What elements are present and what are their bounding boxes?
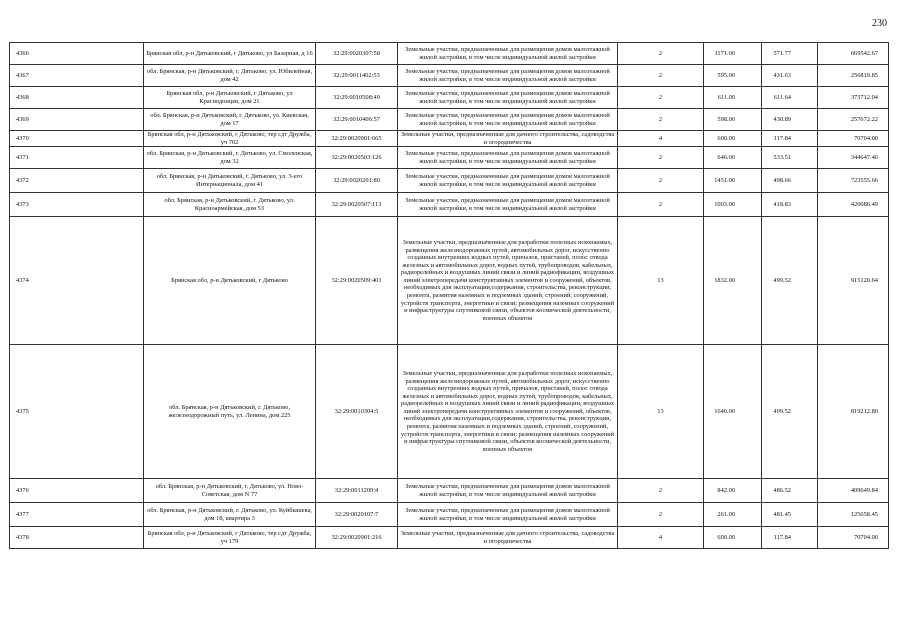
cadastral-number-cell: 32:29:0020901:216 [316,527,398,549]
specific-value-cell: 611.64 [762,87,818,109]
land-use-cell: Земельные участки, предназначенные для размещения домов малоэтажной жилой застройки, в том числе индивидуальной жилой застройки [398,479,618,503]
land-use-cell: Земельные участки, предназначенные для размещения домов малоэтажной жилой застройки, в том числе индивидуальной жилой застройки [398,65,618,87]
address-cell: обл. Брянская, р-н Дятьковский, г. Дятьково, ул. Красноармейская, дом 53 [144,193,316,217]
area-cell: 1832.00 [704,217,762,345]
area-cell: 261.00 [704,503,762,527]
cadastral-number-cell: 32:29:0010406:57 [316,109,398,131]
address-cell: Брянская обл, р-н Дятьковский, г Дятьково, тер сдт Дружба, уч 702 [144,131,316,147]
row-number-cell: 4376 [10,479,144,503]
table-row [10,345,889,479]
cadastral-value-cell: 256819.85 [818,65,889,87]
land-cadastral-table [9,42,889,549]
address-cell: обл. Брянская, р-н Дятьковский, г. Дятьково, железнодорожный путь, ул. Ленина, дом 225 [144,345,316,479]
use-group-cell: 2 [618,87,704,109]
specific-value-cell: 499.52 [762,217,818,345]
row-number-cell: 4374 [10,217,144,345]
specific-value-cell: 498.66 [762,169,818,193]
land-use-cell: Земельные участки, предназначенные для дачного строительства, садоводства и огородничества [398,131,618,147]
cadastral-number-cell: 32:29:0020901:665 [316,131,398,147]
address-cell: Брянская обл, р-н Дятьковский, г Дятьково, ул Базарная, д 16 [144,43,316,65]
specific-value-cell: 418.83 [762,193,818,217]
use-group-cell: 2 [618,109,704,131]
area-cell: 646.00 [704,147,762,169]
address-cell: обл. Брянская, р-н Дятьковский, г. Дятьково, ул. Куйбышева, дом 18, квартира 3 [144,503,316,527]
specific-value-cell: 431.63 [762,65,818,87]
cadastral-number-cell: 32:29:0020509:401 [316,217,398,345]
area-cell: 598.00 [704,109,762,131]
use-group-cell: 4 [618,527,704,549]
land-use-cell: Земельные участки, предназначенные для размещения домов малоэтажной жилой застройки, в том числе индивидуальной жилой застройки [398,503,618,527]
use-group-cell: 2 [618,65,704,87]
use-group-cell: 2 [618,43,704,65]
address-cell: Брянская обл, р-н Дятьковский, г Дятьково, ул Краснодонцев, дом 21 [144,87,316,109]
use-group-cell: 13 [618,217,704,345]
cadastral-value-cell: 819212.80 [818,345,889,479]
page-number: 230 [872,18,887,29]
address-cell: Брянская обл, р-н Дятьковский, г Дятьково, тер сдт Дружба, уч 179 [144,527,316,549]
cadastral-number-cell: 32:29:0011402:53 [316,65,398,87]
specific-value-cell: 117.84 [762,131,818,147]
use-group-cell: 2 [618,479,704,503]
cadastral-number-cell: 32:29:0020307:58 [316,43,398,65]
cadastral-value-cell: 669542.67 [818,43,889,65]
area-cell: 1451.00 [704,169,762,193]
address-cell: обл. Брянская, р-н Дятьковский, г. Дятьково, ул. 3-его Интернационала, дом 41 [144,169,316,193]
table-row [10,217,889,345]
cadastral-value-cell: 373712.04 [818,87,889,109]
cadastral-value-cell: 915120.64 [818,217,889,345]
row-number-cell: 4373 [10,193,144,217]
cadastral-number-cell: 32:29:0010304:5 [316,345,398,479]
table-row [10,43,889,65]
table-row [10,87,889,109]
address-cell: обл. Брянская, р-н Дятьковский, г. Дятьково, ул. Юбилейная, дом 42 [144,65,316,87]
table-row [10,193,889,217]
specific-value-cell: 481.45 [762,503,818,527]
cadastral-value-cell: 409649.84 [818,479,889,503]
land-use-cell: Земельные участки, предназначенные для размещения домов малоэтажной жилой застройки, в том числе индивидуальной жилой застройки [398,109,618,131]
table-body [10,43,889,549]
address-cell: обл. Брянская, р-н Дятьковский, г. Дятьково, ул. Ново-Советская, дом N 77 [144,479,316,503]
cadastral-number-cell: 32:29:0011209:4 [316,479,398,503]
specific-value-cell: 499.52 [762,345,818,479]
area-cell: 842.00 [704,479,762,503]
cadastral-value-cell: 257672.22 [818,109,889,131]
specific-value-cell: 430.89 [762,109,818,131]
land-use-cell: Земельные участки, предназначенные для размещения домов малоэтажной жилой застройки, в том числе индивидуальной жилой застройки [398,43,618,65]
cadastral-value-cell: 344647.46 [818,147,889,169]
specific-value-cell: 486.52 [762,479,818,503]
land-use-cell: Земельные участки, предназначенные для размещения домов малоэтажной жилой застройки, в том числе индивидуальной жилой застройки [398,87,618,109]
address-cell: обл. Брянская, р-н Дятьковский, г. Дятьково, ул. Смоленская, дом 32 [144,147,316,169]
row-number-cell: 4367 [10,65,144,87]
row-number-cell: 4366 [10,43,144,65]
area-cell: 595.00 [704,65,762,87]
area-cell: 1640.00 [704,345,762,479]
area-cell: 1171.00 [704,43,762,65]
area-cell: 600.00 [704,527,762,549]
area-cell: 600.00 [704,131,762,147]
cadastral-value-cell: 70704.00 [818,131,889,147]
address-cell: Брянская обл, р-н Дятьковский, г Дятьково [144,217,316,345]
use-group-cell: 2 [618,503,704,527]
use-group-cell: 2 [618,193,704,217]
specific-value-cell: 117.84 [762,527,818,549]
use-group-cell: 4 [618,131,704,147]
use-group-cell: 13 [618,345,704,479]
cadastral-value-cell: 420086.49 [818,193,889,217]
area-cell: 611.00 [704,87,762,109]
land-use-cell: Земельные участки, предназначенные для размещения домов малоэтажной жилой застройки, в том числе индивидуальной жилой застройки [398,147,618,169]
table-row [10,131,889,147]
cadastral-value-cell: 723555.66 [818,169,889,193]
land-use-cell: Земельные участки, предназначенные для размещения домов малоэтажной жилой застройки, в том числе индивидуальной жилой застройки [398,169,618,193]
specific-value-cell: 533.51 [762,147,818,169]
address-cell: обл. Брянская, р-н Дятьковский, г. Дятьково, ул. Киевская, дом 17 [144,109,316,131]
use-group-cell: 2 [618,147,704,169]
table-row [10,109,889,131]
use-group-cell: 2 [618,169,704,193]
row-number-cell: 4377 [10,503,144,527]
table-row [10,65,889,87]
row-number-cell: 4369 [10,109,144,131]
land-use-cell: Земельные участки, предназначенные для дачного строительства, садоводства и огородничества [398,527,618,549]
table-row [10,527,889,549]
cadastral-number-cell: 32:29:0020107:7 [316,503,398,527]
cadastral-number-cell: 32:29:0010508:49 [316,87,398,109]
cadastral-number-cell: 32:29:0020507:113 [316,193,398,217]
row-number-cell: 4370 [10,131,144,147]
specific-value-cell: 571.77 [762,43,818,65]
table-row [10,503,889,527]
cadastral-value-cell: 70704.00 [818,527,889,549]
table-row [10,169,889,193]
row-number-cell: 4375 [10,345,144,479]
land-use-cell: Земельные участки, предназначенные для разработки полезных ископаемых, размещения железнодорожных путей, автомобильных дорог, искусственно созданных внутренних водных путей, причалов, пристаней, полос отвода железных и автомобильных дорог, водных путей, трубопроводов, кабельных, радиорелейных и воздушных линий связи и линий радиофикации, воздушных линий электропередачи конструктивных элементов и сооружений, объектов, необходимых для эксплуатации,содержания, строительства, реконструкции, ремонта, развития наземных и подземных зданий, строений, сооружений, устройств транспорта, энергетики и связи; размещения наземных сооружений и инфраструктуры спутниковой связи, объектов космической деятельности, военных объектов [398,217,618,345]
land-use-cell: Земельные участки, предназначенные для размещения домов малоэтажной жилой застройки, в том числе индивидуальной жилой застройки [398,193,618,217]
row-number-cell: 4378 [10,527,144,549]
area-cell: 1003.00 [704,193,762,217]
cadastral-number-cell: 32:29:0020201:80 [316,169,398,193]
row-number-cell: 4371 [10,147,144,169]
table-row [10,479,889,503]
row-number-cell: 4372 [10,169,144,193]
cadastral-number-cell: 32:29:0020503:126 [316,147,398,169]
land-use-cell: Земельные участки, предназначенные для разработки полезных ископаемых, размещения железнодорожных путей, автомобильных дорог, искусственно созданных внутренних водных путей, причалов, пристаней, полос отвода железных и автомобильных дорог, водных путей, трубопроводов, кабельных, радиорелейных и воздушных линий связи и линий радиофикации, воздушных линий электропередачи конструктивных элементов и сооружений, объектов, необходимых для эксплуатации,содержания, строительства, реконструкции, ремонта, развития наземных и подземных зданий, строений, сооружений, устройств транспорта, энергетики и связи; размещения наземных сооружений и инфраструктуры спутниковой связи, объектов космической деятельности, военных объектов [398,345,618,479]
cadastral-value-cell: 125658.45 [818,503,889,527]
row-number-cell: 4368 [10,87,144,109]
table-row [10,147,889,169]
